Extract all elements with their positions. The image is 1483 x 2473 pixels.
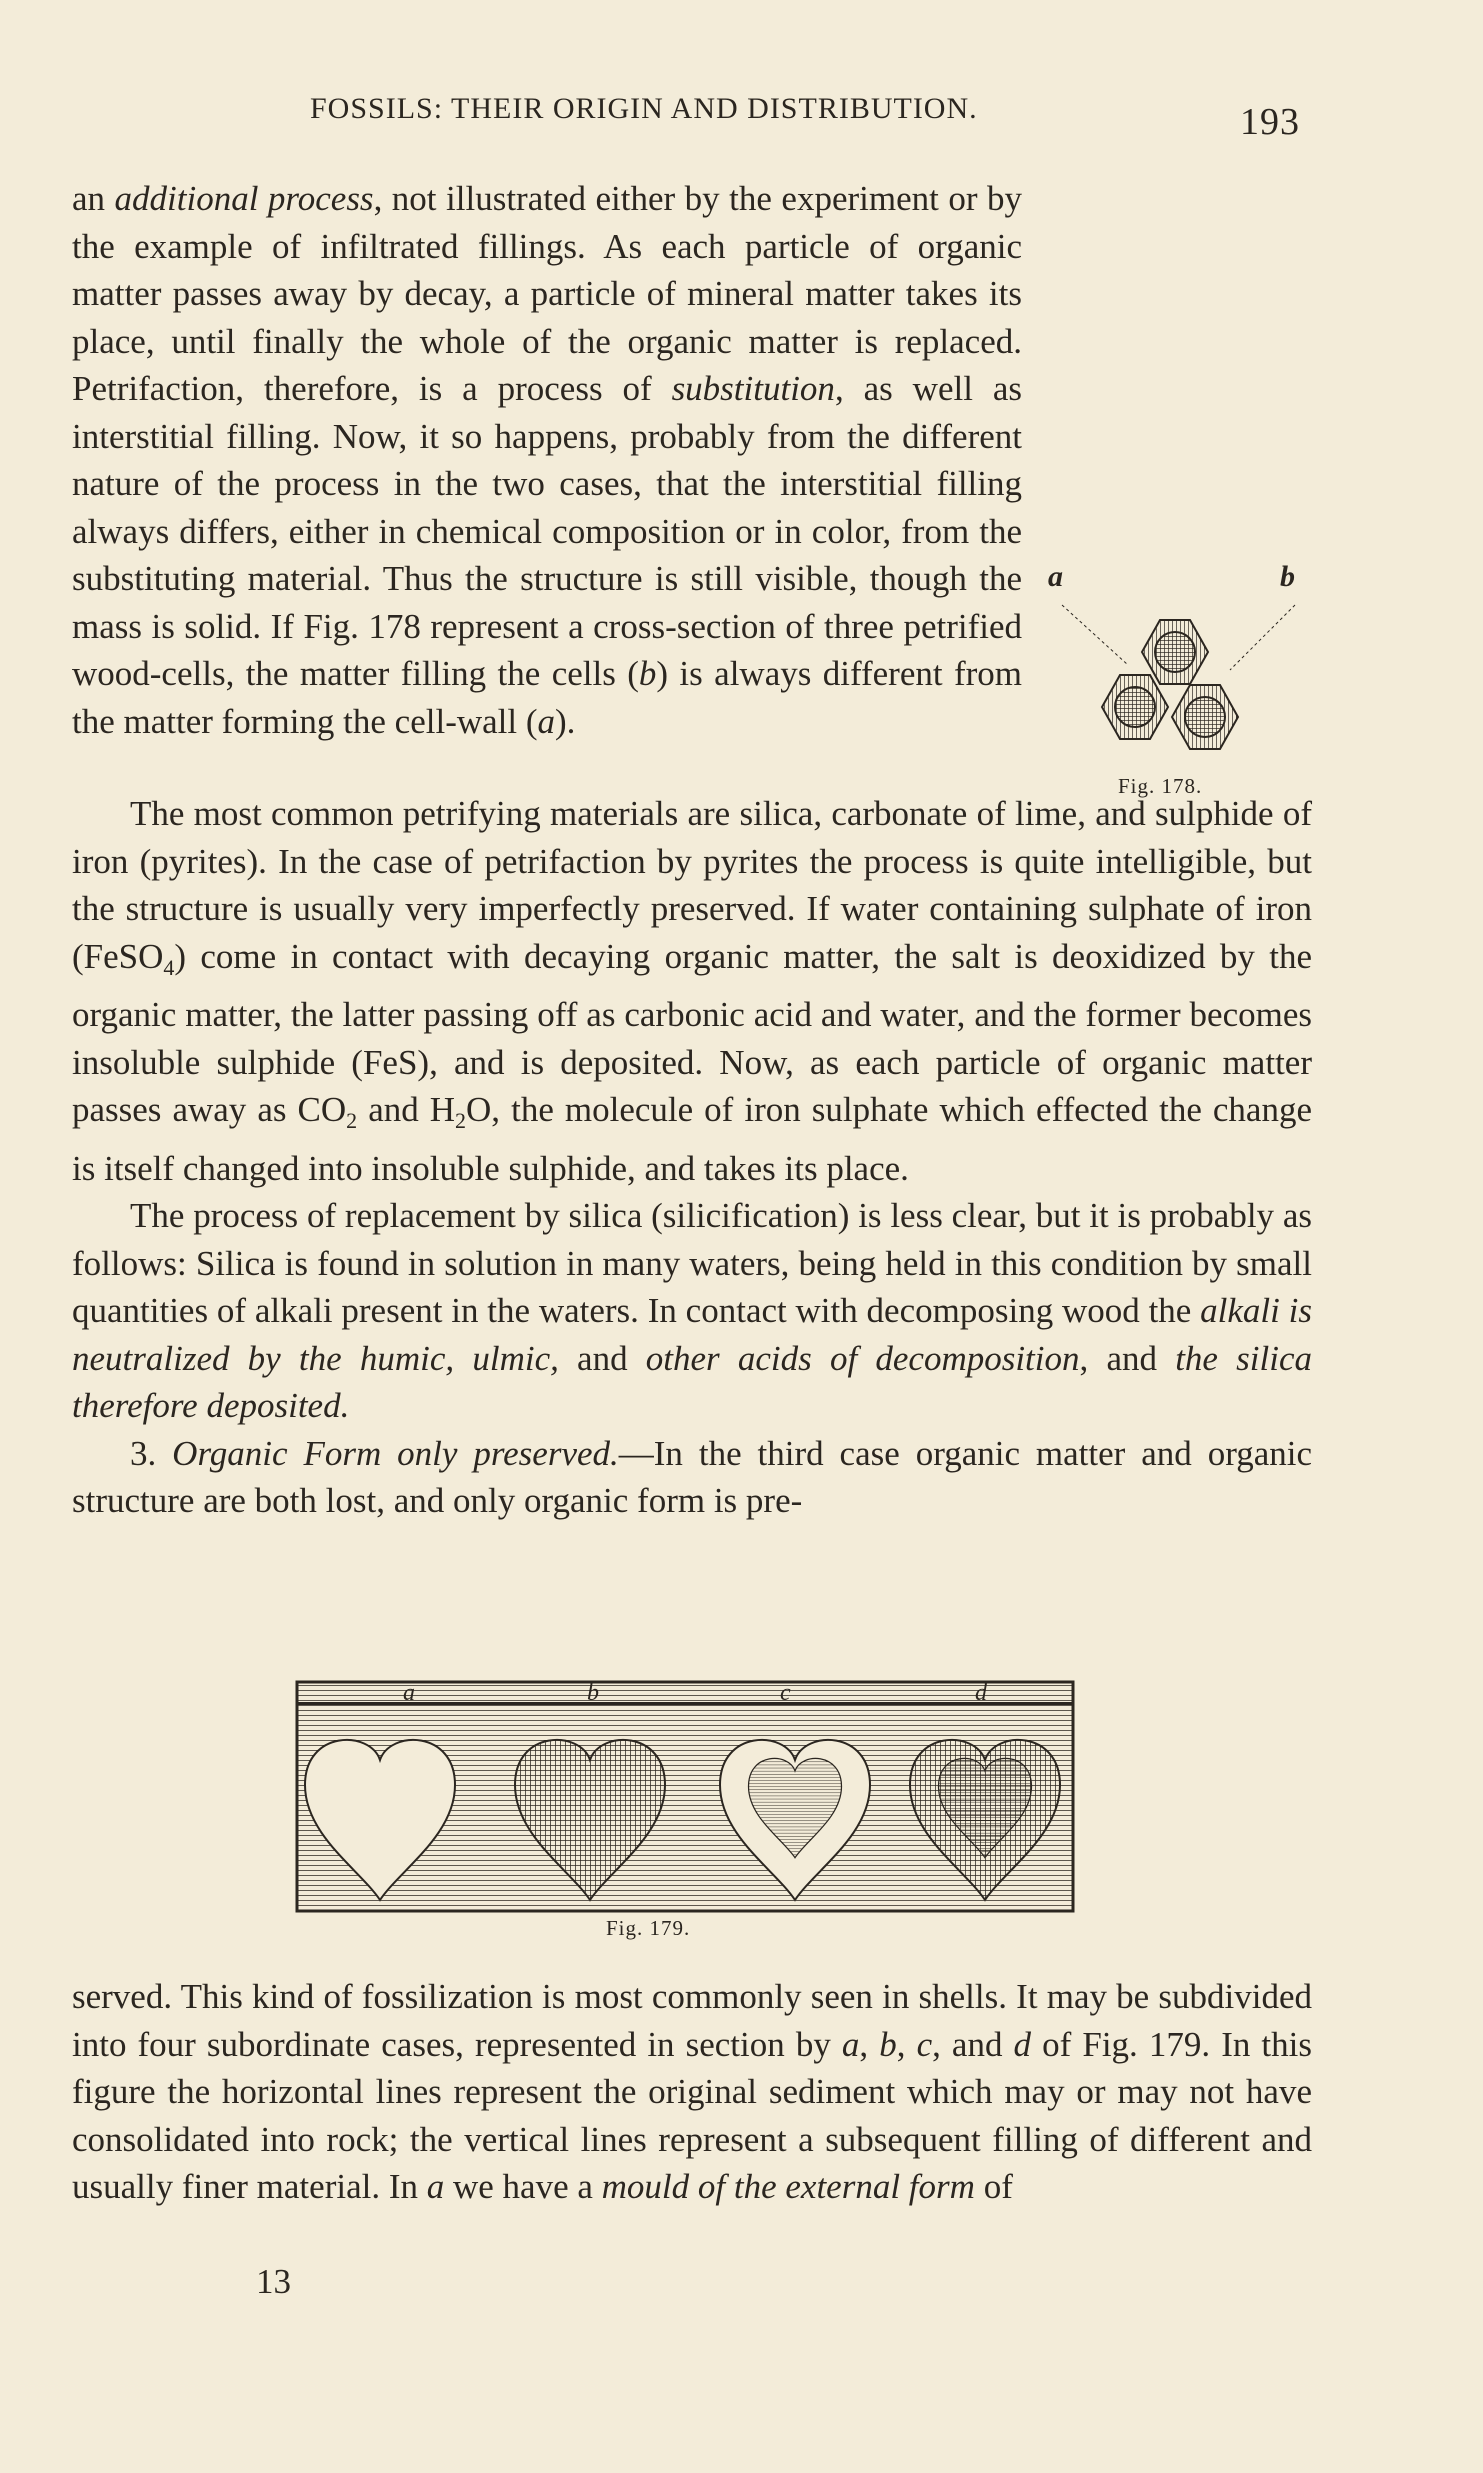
running-head-title: FOSSILS: THEIR ORIGIN AND DISTRIBUTION. — [310, 92, 978, 125]
figure-178-label-b: b — [1280, 560, 1295, 593]
text-run: 3. — [130, 1433, 173, 1473]
emphasis-text: d — [1013, 2024, 1032, 2064]
text-run: The process of replacement by silica (silicification) is less clear, but it is probably as follows: Silica is found in solution in many waters, being held in this condition by small quantities of alkali present in the waters. In contact with decomposing wood the — [72, 1196, 1312, 1330]
text-run: and — [558, 1338, 646, 1378]
text-run: , not illustrated either by the experiment or by the example of infiltrated fillings. As each particle of organic matter passes away by decay, a particle of mineral matter takes its place, until finally the whole of the organic matter is replaced. Petrifaction, therefore, is a process of — [72, 179, 1022, 408]
text-run: of Fig. 179. In this figure the horizontal lines represent the original sediment which may or may not have consolidated into rock; the vertical lines represent a subsequent filling of different and usually finer material. In — [72, 2024, 1312, 2206]
text-run: , as well as interstitial filling. Now, it so happens, probably from the different nature of the process in the two cases, that the interstitial filling always differs, either in chemical composition or in color, from the substituting material. Thus the structure is still visible, though the mass is solid. If Fig. 178 represent a cross-section of three petrified wood-cells, the matter filling the cells ( — [72, 369, 1022, 693]
text-run: served. This kind of fossilization is most commonly seen in shells. It may be subdivided into four subordinate cases, represented in section by — [72, 1977, 1312, 2064]
emphasis-text: additional process — [114, 179, 374, 218]
text-run: , — [859, 2024, 880, 2064]
paragraph-3-text — [72, 1192, 1312, 1430]
text-run: The most common petrifying materials are silica, carbonate of lime, and sulphide of iron (pyrites). In the case of petrifaction by pyrites the process is quite intelligible, but the structure is usually very imperfectly preserved. If water containing sulphate of iron (FeSO — [72, 794, 1312, 976]
figure-179-label-b: b — [587, 1680, 599, 1706]
figure-179-label-c: c — [780, 1680, 791, 1706]
text-run: , — [896, 2024, 917, 2064]
figure-179 — [295, 1680, 1075, 1913]
emphasis-text: the silica therefore deposited. — [72, 1338, 1312, 1425]
text-run: an — [72, 179, 115, 218]
subscript: 4 — [163, 954, 175, 980]
signature-mark: 13 — [256, 2262, 291, 2301]
subscript: 2 — [346, 1108, 358, 1133]
emphasis-text: a — [537, 701, 556, 741]
figure-178 — [1040, 560, 1315, 810]
emphasis-text: Organic Form only preserved. — [172, 1433, 619, 1473]
fossil-forms-illustration — [295, 1680, 1075, 1913]
text-run: ) is always different from the matter forming the cell-wall ( — [72, 654, 1022, 741]
text-run: ). — [555, 701, 576, 741]
wood-cells-illustration — [1040, 560, 1315, 770]
text-run: of — [974, 2167, 1013, 2206]
emphasis-text: a — [841, 2024, 860, 2064]
emphasis-text: b — [879, 2024, 897, 2064]
emphasis-text: other acids of decomposition — [645, 1338, 1080, 1378]
paragraph-4-text — [72, 1430, 1312, 1525]
figure-178-caption: Fig. 178. — [1118, 774, 1203, 798]
emphasis-text: substitution — [671, 369, 835, 408]
emphasis-text: a — [426, 2167, 445, 2206]
figure-179-caption: Fig. 179. — [606, 1916, 691, 1940]
paragraph-2-text — [72, 790, 1312, 1192]
emphasis-text: b — [638, 654, 657, 693]
emphasis-text: mould of the external form — [601, 2167, 975, 2206]
subscript: 2 — [455, 1108, 467, 1133]
text-run: and H — [357, 1090, 456, 1129]
figure-179-label-a: a — [403, 1680, 415, 1706]
text-run: O, the molecule of iron sulphate which effected the change is itself changed into insoluble sulphide, and takes its place. — [72, 1090, 1312, 1188]
emphasis-text: alkali is neutralized by the humic, ulmic, — [72, 1291, 1312, 1378]
text-run: , and — [1079, 1338, 1176, 1378]
paragraph-2 — [72, 790, 1312, 1525]
text-run: —In the third case organic matter and organic structure are both lost, and only organic form is pre- — [72, 1433, 1313, 1520]
emphasis-text: c — [916, 2024, 933, 2064]
figure-179-label-d: d — [975, 1680, 987, 1706]
paragraph-5-text — [72, 1973, 1312, 2211]
paragraph-5 — [72, 1973, 1312, 2211]
text-run: , and — [932, 2024, 1014, 2064]
figure-178-label-a: a — [1048, 560, 1063, 593]
text-run: we have a — [444, 2167, 602, 2206]
text-run: ) come in contact with decaying organic matter, the salt is deoxidized by the organic matter, the latter passing off as carbonic acid and water, and the former becomes insoluble sulphide (FeS), and is deposited. Now, as each particle of organic matter passes away as CO — [72, 936, 1312, 1129]
page-number: 193 — [1240, 101, 1300, 143]
